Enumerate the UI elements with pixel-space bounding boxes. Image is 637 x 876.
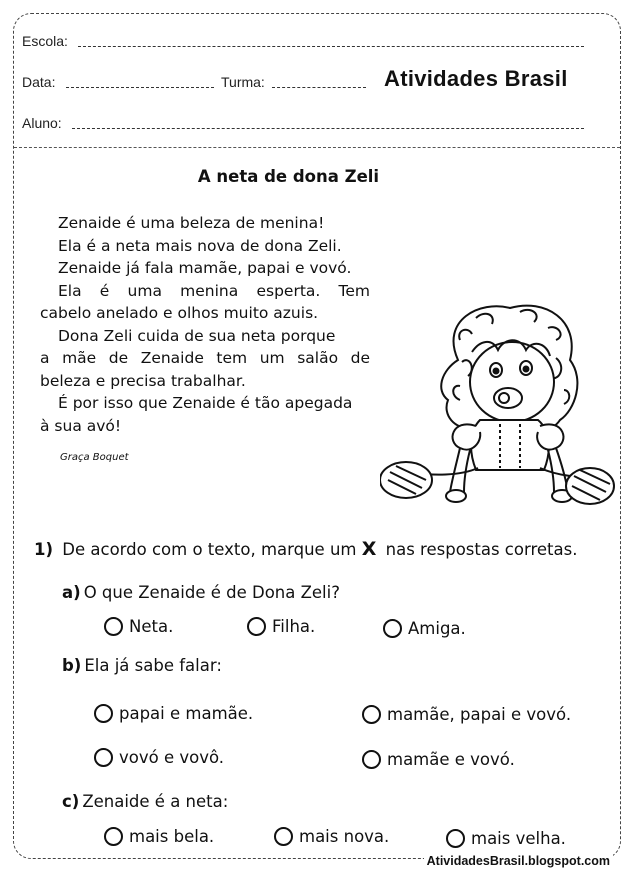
option-label: mais velha. xyxy=(471,829,566,848)
option-label: mais nova. xyxy=(299,827,390,846)
header-separator xyxy=(14,147,620,148)
date-label: Data: xyxy=(22,74,56,90)
text-title-label: A neta de dona Zeli xyxy=(197,167,380,186)
subquestion-text: O que Zenaide é de Dona Zeli? xyxy=(83,583,340,602)
student-field[interactable] xyxy=(72,128,584,129)
student-label: Aluno: xyxy=(22,115,62,131)
text-line: Zenaide é uma beleza de menina! xyxy=(58,214,325,232)
school-label: Escola: xyxy=(22,33,68,49)
text-line: Ela é uma menina esperta. Tem xyxy=(58,281,370,300)
option-label: Amiga. xyxy=(408,619,466,638)
option-label: Filha. xyxy=(272,617,316,636)
question-text-before: De acordo com o texto, marque um xyxy=(62,540,357,559)
radio-circle-icon[interactable] xyxy=(446,829,465,848)
school-field[interactable] xyxy=(78,46,584,47)
brand-title: Atividades Brasil xyxy=(384,66,568,91)
option-label: papai e mamãe. xyxy=(119,704,254,723)
option-b-2[interactable] xyxy=(362,705,571,724)
radio-circle-icon[interactable] xyxy=(247,617,266,636)
subquestion-letter: a) xyxy=(62,583,81,602)
option-b-1[interactable] xyxy=(94,704,253,723)
text-line: É por isso que Zenaide é tão apegada xyxy=(58,394,353,412)
radio-circle-icon[interactable] xyxy=(94,704,113,723)
subquestion-text: Ela já sabe falar: xyxy=(84,656,222,675)
author-credit: Graça Boquet xyxy=(60,452,129,463)
option-b-3[interactable] xyxy=(94,748,224,767)
text-line: à sua avó! xyxy=(40,416,122,435)
date-field[interactable] xyxy=(66,87,214,88)
option-label: mais bela. xyxy=(129,827,215,846)
radio-circle-icon[interactable] xyxy=(94,748,113,767)
option-label: vovó e vovô. xyxy=(119,748,225,767)
subquestion-text: Zenaide é a neta: xyxy=(82,792,229,811)
subquestion-letter: c) xyxy=(62,792,80,811)
text-line: Ela é a neta mais nova de dona Zeli. xyxy=(58,236,342,255)
text-line: cabelo anelado e olhos muito azuis. xyxy=(40,304,319,322)
footer-url: AtividadesBrasil.blogspot.com xyxy=(424,854,613,868)
class-field[interactable] xyxy=(272,87,366,88)
option-label: mamãe, papai e vovó. xyxy=(387,705,572,724)
question-number: 1) xyxy=(34,540,54,559)
option-label: Neta. xyxy=(129,617,174,636)
radio-circle-icon[interactable] xyxy=(362,750,381,769)
option-b-4[interactable] xyxy=(362,750,515,769)
option-a-3[interactable] xyxy=(383,619,466,638)
text-line: beleza e precisa trabalhar. xyxy=(40,371,246,390)
option-c-2[interactable] xyxy=(274,827,389,846)
text-line: Dona Zeli cuida de sua neta porque xyxy=(58,326,336,345)
option-label: mamãe e vovó. xyxy=(387,750,515,769)
text-line: a mãe de Zenaide tem um salão de xyxy=(40,349,370,367)
option-a-1[interactable] xyxy=(104,617,173,636)
reading-text xyxy=(40,212,370,437)
radio-circle-icon[interactable] xyxy=(104,827,123,846)
class-label: Turma: xyxy=(221,74,265,90)
radio-circle-icon[interactable] xyxy=(383,619,402,638)
question-text-after: nas respostas corretas. xyxy=(385,540,578,559)
doll-illustration xyxy=(380,300,616,522)
subquestion-c xyxy=(62,792,228,811)
question-1 xyxy=(34,538,577,560)
radio-circle-icon[interactable] xyxy=(274,827,293,846)
radio-circle-icon[interactable] xyxy=(104,617,123,636)
question-mark-x: X xyxy=(361,538,377,560)
radio-circle-icon[interactable] xyxy=(362,705,381,724)
text-line: Zenaide já fala mamãe, papai e vovó. xyxy=(58,259,352,277)
option-a-2[interactable] xyxy=(247,617,315,636)
subquestion-a xyxy=(62,583,340,602)
option-c-3[interactable] xyxy=(446,829,566,848)
subquestion-b xyxy=(62,656,222,675)
option-c-1[interactable] xyxy=(104,827,214,846)
subquestion-letter: b) xyxy=(62,656,82,675)
text-title xyxy=(0,167,637,186)
